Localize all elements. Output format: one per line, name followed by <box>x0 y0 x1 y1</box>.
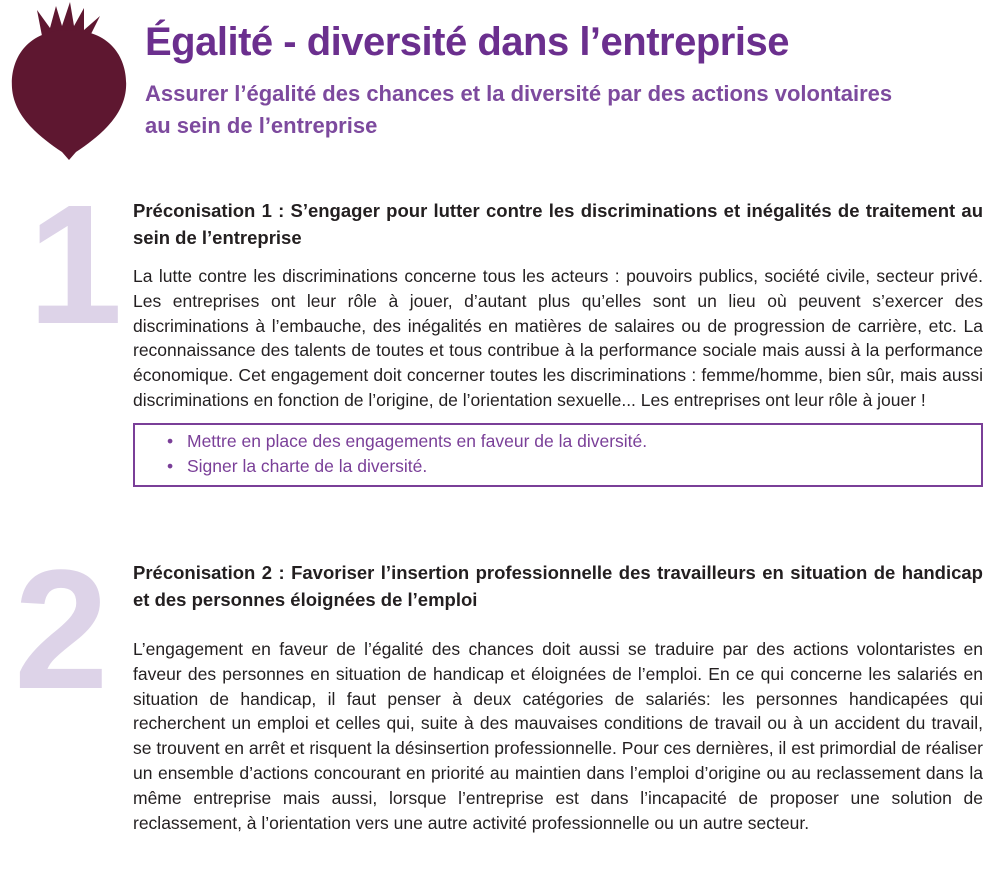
beetroot-icon <box>4 2 134 162</box>
recommendation-2 <box>133 560 983 835</box>
section-number: 1 <box>28 170 123 360</box>
recommendation-body: La lutte contre les discriminations concerne tous les acteurs : pouvoirs publics, société civile, secteur privé. Les entreprises ont leur rôle à jouer, d’autant plus qu’elles sont un lieu où peuvent s’exercer des discriminations à l’embauche, des inégalités en matières de salaires ou de progression de carrière, etc. La reconnaissance des talents de toutes et tous contribue à la performance sociale mais aussi à la performance économique. Cet engagement doit concerner toutes les discriminations : femme/homme, bien sûr, mais aussi discriminations en fonction de l’origine, de l’orientation sexuelle... Les entreprises ont leur rôle à jouer ! <box>133 266 983 410</box>
page-title: Égalité - diversité dans l’entreprise <box>145 20 789 64</box>
action-item <box>145 454 971 479</box>
recommendation-heading: Préconisation 2 : Favoriser l’insertion professionnelle des travailleurs en situation de handicap et des personnes éloignées de l’emploi <box>133 562 983 610</box>
action-box <box>133 423 983 487</box>
recommendation-heading: Préconisation 1 : S’engager pour lutter contre les discriminations et inégalités de traitement au sein de l’entreprise <box>133 200 983 248</box>
beetroot-bulb <box>12 30 126 160</box>
recommendation-1 <box>133 198 983 487</box>
bullet-icon: • <box>167 455 174 476</box>
action-item-text: Mettre en place des engagements en faveur de la diversité. <box>187 430 648 451</box>
bullet-icon: • <box>167 430 174 451</box>
action-list <box>145 429 971 479</box>
section-number: 2 <box>14 535 109 725</box>
recommendation-body: L’engagement en faveur de l’égalité des chances doit aussi se traduire par des actions volontaristes en faveur des personnes en situation de handicap et éloignées de l’emploi. En ce qui concerne les salariés en situation de handicap, il faut penser à deux catégories de salariés: les personnes handicapées qui recherchent un emploi et celles qui, suite à des mauvaises conditions de travail ou à un accident du travail, se trouvent en arrêt et risquent la désinsertion professionnelle. Pour ces dernières, il est primordial de réaliser un ensemble d’actions concourant en priorité au maintien dans l’emploi d’origine ou au reclassement dans la même entreprise mais aussi, lorsque l’entreprise est dans l’incapacité de proposer une solution de reclassement, à l’orientation vers une autre activité professionnelle ou un autre secteur. <box>133 639 983 833</box>
action-item <box>145 429 971 454</box>
action-item-text: Signer la charte de la diversité. <box>187 455 428 476</box>
page-subtitle: Assurer l’égalité des chances et la diversité par des actions volontaires au sein de l’entreprise <box>145 81 893 138</box>
